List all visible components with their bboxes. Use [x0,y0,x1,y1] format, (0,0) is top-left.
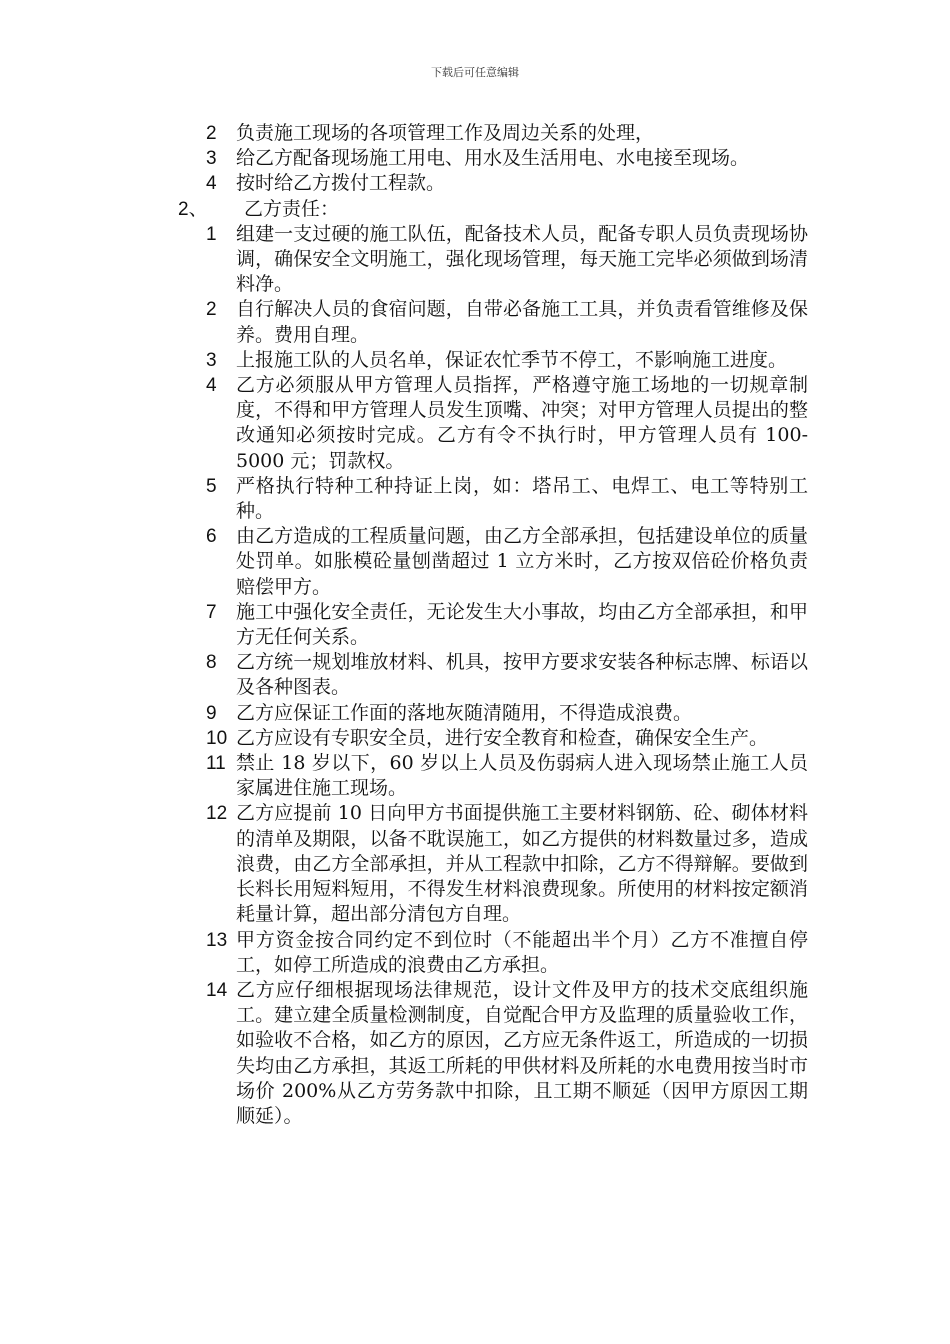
item-text: 甲方资金按合同约定不到位时（不能超出半个月）乙方不准擅自停工，如停工所造成的浪费由乙方承担。 [236,928,808,976]
list-item [0,726,950,751]
list-item [0,701,950,726]
item-number: 9 [206,702,217,724]
item-number: 14 [206,979,228,1001]
list-item [0,373,950,474]
list-item [0,121,950,146]
list-item [0,928,950,978]
section-title: 乙方责任： [244,197,340,220]
list-item [0,222,950,298]
item-text: 由乙方造成的工程质量问题，由乙方全部承担，包括建设单位的质量处罚单。如胀模砼量刨凿超过 1 立方米时，乙方按双倍砼价格负责赔偿甲方。 [236,525,808,598]
item-text: 乙方应设有专职安全员，进行安全教育和检查，确保安全生产。 [236,726,769,749]
item-number: 3 [206,148,217,170]
item-text: 负责施工现场的各项管理工作及周边关系的处理， [236,122,655,144]
item-number: 7 [206,601,217,623]
item-number: 11 [206,753,226,775]
item-number: 4 [206,375,217,397]
list-item [0,524,950,600]
list-item [0,146,950,171]
item-text: 给乙方配备现场施工用电、用水及生活用电、水电接至现场。 [236,147,750,170]
item-text: 乙方应仔细根据现场法律规范，设计文件及甲方的技术交底组织施工。建立建全质量检测制度，自觉配合甲方及监理的质量验收工作，如验收不合格，如乙方的原因，乙方应无条件返工，所造成的一切损失均由乙方承担，其返工所耗的甲供材料及所耗的水电费用按当时市场价 200%从乙方劳务款中扣除，且工期不顺延（因甲方原因工期顺延）。 [236,978,808,1127]
item-number: 13 [206,929,228,951]
item-number: 4 [206,173,217,195]
list-item [0,297,950,347]
list-item [0,348,950,373]
section-heading [0,197,950,222]
page-header: 下载后可任意编辑 [431,66,519,79]
item-text: 禁止 18 岁以下，60 岁以上人员及伤弱病人进入现场禁止施工人员家属进住施工现场。 [236,752,808,800]
list-item [0,600,950,650]
item-text: 自行解决人员的食宿问题，自带必备施工工具，并负责看管维修及保养。费用自理。 [236,298,808,346]
list-item [0,801,950,927]
item-text: 乙方必须服从甲方管理人员指挥，严格遵守施工场地的一切规章制度，不得和甲方管理人员发生顶嘴、冲突；对甲方管理人员提出的整改通知必须按时完成。乙方有令不执行时，甲方管理人员有 100-5000 元；罚款权。 [236,374,808,472]
item-text: 施工中强化安全责任，无论发生大小事故，均由乙方全部承担，和甲方无任何关系。 [236,600,808,649]
item-number: 3 [206,349,217,371]
item-text: 严格执行特种工种持证上岗，如：塔吊工、电焊工、电工等特别工种。 [236,474,808,523]
item-text: 乙方应提前 10 日向甲方书面提供施工主要材料钢筋、砼、砌体材料的清单及期限，以备不耽误施工，如乙方提供的材料数量过多，造成浪费，由乙方全部承担，并从工程款中扣除，乙方不得辩解。要做到长料长用短料短用，不得发生材料浪费现象。所使用的材料按定额消耗量计算，超出部分清包方自理。 [236,802,808,926]
item-text: 乙方统一规划堆放材料、机具，按甲方要求安装各种标志牌、标语以及各种图表。 [236,651,808,699]
item-number: 6 [206,526,217,548]
list-item [0,171,950,196]
item-number: 5 [206,475,217,497]
item-text: 上报施工队的人员名单，保证农忙季节不停工，不影响施工进度。 [236,348,788,371]
list-item [0,650,950,700]
item-number: 1 [206,223,217,245]
list-item [0,978,950,1129]
clause-list [0,121,950,1129]
item-number: 10 [206,727,228,749]
item-text: 组建一支过硬的施工队伍，配备技术人员，配备专职人员负责现场协调，确保安全文明施工，强化现场管理，每天施工完毕必须做到场清料净。 [236,222,808,296]
item-text: 乙方应保证工作面的落地灰随清随用，不得造成浪费。 [236,701,693,724]
item-number: 8 [206,652,217,674]
item-number: 2 [206,123,217,144]
item-number: 12 [206,803,228,825]
list-item [0,474,950,524]
section-number: 2、 [178,198,208,220]
item-number: 2 [206,299,217,321]
item-text: 按时给乙方拨付工程款。 [236,172,446,195]
list-item [0,751,950,801]
